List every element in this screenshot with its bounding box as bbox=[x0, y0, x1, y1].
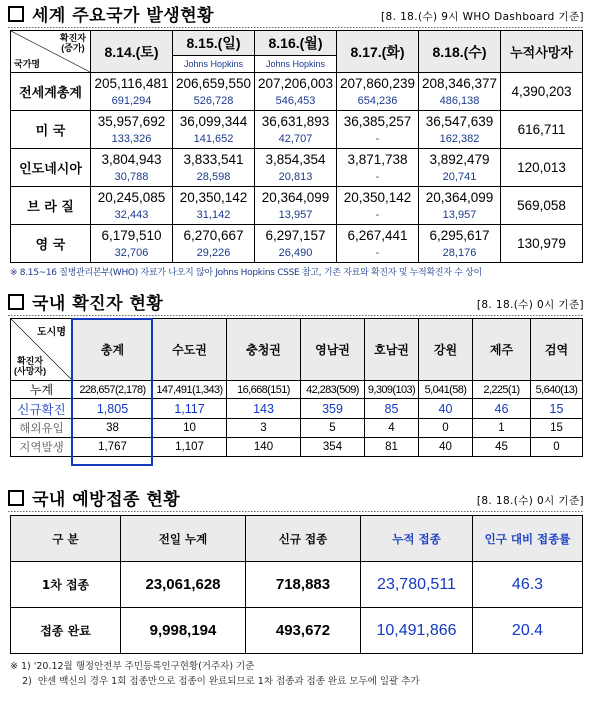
date-header: 8.18.(수) bbox=[419, 31, 501, 73]
cumulative-value: 207,206,003 bbox=[255, 73, 337, 93]
domestic-cases-table bbox=[10, 318, 583, 457]
increase-value: 141,652 bbox=[173, 131, 255, 149]
sec3-header bbox=[8, 488, 584, 510]
cell-value: 493,672 bbox=[246, 608, 361, 654]
death-header: 누적사망자 bbox=[501, 31, 583, 73]
cumulative-value: 3,804,943 bbox=[91, 149, 173, 169]
region-header: 강원 bbox=[419, 319, 473, 381]
column-header: 전일 누계 bbox=[121, 516, 246, 562]
increase-value: 13,957 bbox=[255, 207, 337, 225]
column-header: 구 분 bbox=[11, 516, 121, 562]
t2-corner-top: 도시명 bbox=[37, 327, 66, 338]
column-header: 누적 접종 bbox=[361, 516, 473, 562]
world-status-table bbox=[10, 30, 583, 263]
region-header: 영남권 bbox=[301, 319, 365, 381]
region-header: 수도권 bbox=[153, 319, 227, 381]
cumulative-value: 6,270,667 bbox=[173, 225, 255, 245]
checkbox-square-icon bbox=[8, 490, 24, 506]
cell-value: 16,668(151) bbox=[227, 381, 301, 399]
cell-value: 718,883 bbox=[246, 562, 361, 608]
cell-value: 40 bbox=[419, 399, 473, 419]
cumulative-value: 205,116,481 bbox=[91, 73, 173, 93]
increase-value: 546,453 bbox=[255, 93, 337, 111]
cell-value: 0 bbox=[531, 438, 583, 457]
increase-value: 28,176 bbox=[419, 245, 501, 263]
sec1-date-text: 8. 18.(수) 9시 WHO Dashboard 기준 bbox=[385, 11, 580, 23]
cell-value: 46 bbox=[473, 399, 531, 419]
cumulative-value: 20,350,142 bbox=[337, 187, 419, 207]
increase-value: 30,788 bbox=[91, 169, 173, 187]
table-row bbox=[11, 419, 583, 438]
t1-corner-cell bbox=[11, 31, 91, 73]
table-row bbox=[11, 399, 583, 419]
death-value: 569,058 bbox=[501, 187, 583, 225]
t1-corner-bottom: 국가명 bbox=[14, 59, 41, 69]
sec3-title bbox=[8, 485, 180, 510]
cell-value: 81 bbox=[365, 438, 419, 457]
region-header: 총계 bbox=[73, 319, 153, 381]
cell-value: 40 bbox=[419, 438, 473, 457]
cell-value: 15 bbox=[531, 399, 583, 419]
date-header: 8.14.(토) bbox=[91, 31, 173, 73]
increase-value: 162,382 bbox=[419, 131, 501, 149]
cell-value: 1,767 bbox=[73, 438, 153, 457]
row-label: 누계 bbox=[11, 381, 73, 399]
cell-value: 42,283(509) bbox=[301, 381, 365, 399]
cell-value: 359 bbox=[301, 399, 365, 419]
sec2-date: [8. 18.(수) 0시 기준] bbox=[476, 299, 584, 311]
country-name: 전세계총계 bbox=[11, 73, 91, 111]
table-row bbox=[11, 608, 583, 654]
row-label: 신규확진 bbox=[11, 399, 73, 419]
cell-value: 10 bbox=[153, 419, 227, 438]
sec3-title-text: 국내 예방접종 현황 bbox=[32, 490, 181, 510]
cumulative-value: 208,346,377 bbox=[419, 73, 501, 93]
increase-value: 32,706 bbox=[91, 245, 173, 263]
sec3-rule bbox=[8, 511, 584, 512]
increase-value: 133,326 bbox=[91, 131, 173, 149]
death-value: 130,979 bbox=[501, 225, 583, 263]
vaccination-table bbox=[10, 515, 583, 654]
cumulative-value: 35,957,692 bbox=[91, 111, 173, 131]
cumulative-value: 36,099,344 bbox=[173, 111, 255, 131]
footnote: ※ 1) '20.12월 행정안전부 주민등록인구현황(거주자) 기준 bbox=[10, 661, 255, 672]
cumulative-value: 6,179,510 bbox=[91, 225, 173, 245]
increase-value: 691,294 bbox=[91, 93, 173, 111]
column-header: 인구 대비 접종률 bbox=[473, 516, 583, 562]
cell-value: 1,107 bbox=[153, 438, 227, 457]
cell-value: 2,225(1) bbox=[473, 381, 531, 399]
increase-value: 20,813 bbox=[255, 169, 337, 187]
increase-value: 654,236 bbox=[337, 93, 419, 111]
cumulative-value: 207,860,239 bbox=[337, 73, 419, 93]
increase-value: 31,142 bbox=[173, 207, 255, 225]
cumulative-value: 36,547,639 bbox=[419, 111, 501, 131]
increase-value: - bbox=[337, 207, 419, 225]
source-sub-label: Johns Hopkins bbox=[173, 56, 255, 73]
country-name: 인도네시아 bbox=[11, 149, 91, 187]
t2-corner-cell bbox=[11, 319, 73, 381]
increase-value: - bbox=[337, 169, 419, 187]
increase-value: 29,226 bbox=[173, 245, 255, 263]
table-row bbox=[11, 438, 583, 457]
sec2-title-text: 국내 확진자 현황 bbox=[32, 294, 164, 314]
cell-value: 38 bbox=[73, 419, 153, 438]
cell-value: 4 bbox=[365, 419, 419, 438]
row-label: 해외유입 bbox=[11, 419, 73, 438]
sec2-rule bbox=[8, 315, 584, 316]
cumulative-value: 20,350,142 bbox=[173, 187, 255, 207]
sec1-header bbox=[8, 4, 584, 26]
cell-value: 140 bbox=[227, 438, 301, 457]
cell-value: 20.4 bbox=[473, 608, 583, 654]
country-name: 브 라 질 bbox=[11, 187, 91, 225]
cumulative-value: 20,364,099 bbox=[419, 187, 501, 207]
cumulative-value: 3,854,354 bbox=[255, 149, 337, 169]
increase-value: 42,707 bbox=[255, 131, 337, 149]
checkbox-square-icon bbox=[8, 6, 24, 22]
cell-value: 23,780,511 bbox=[361, 562, 473, 608]
cell-value: 45 bbox=[473, 438, 531, 457]
cumulative-value: 20,364,099 bbox=[255, 187, 337, 207]
cumulative-value: 206,659,550 bbox=[173, 73, 255, 93]
increase-value: 13,957 bbox=[419, 207, 501, 225]
death-value: 4,390,203 bbox=[501, 73, 583, 111]
sec1-note: ※ 8.15~16 질병관리본부(WHO) 자료가 나오지 않아 Johns Hopkins CSSE 참고, 기존 자료와 확진자 및 누적확진자 수 상이 bbox=[10, 268, 482, 278]
increase-value: - bbox=[337, 245, 419, 263]
increase-value: 28,598 bbox=[173, 169, 255, 187]
sec1-rule bbox=[8, 27, 584, 28]
cell-value: 147,491(1,343) bbox=[153, 381, 227, 399]
region-header: 제주 bbox=[473, 319, 531, 381]
sec3-date-text: 8. 18.(수) 0시 기준 bbox=[481, 495, 580, 507]
table-row bbox=[11, 562, 583, 608]
increase-value: 32,443 bbox=[91, 207, 173, 225]
date-header: 8.16.(월) bbox=[255, 31, 337, 56]
footnote: 2) 얀센 백신의 경우 1회 접종만으로 접종이 완료되므로 1차 접종과 접종 완료 모두에 일괄 추가 bbox=[10, 676, 420, 687]
cumulative-value: 6,267,441 bbox=[337, 225, 419, 245]
cell-value: 1,805 bbox=[73, 399, 153, 419]
cumulative-value: 36,631,893 bbox=[255, 111, 337, 131]
cumulative-value: 3,871,738 bbox=[337, 149, 419, 169]
cell-value: 143 bbox=[227, 399, 301, 419]
t2-corner-bottom: 확진자 (사망자) bbox=[14, 356, 47, 376]
cumulative-value: 6,297,157 bbox=[255, 225, 337, 245]
increase-value: 526,728 bbox=[173, 93, 255, 111]
sec1-title-text: 세계 주요국가 발생현황 bbox=[32, 6, 215, 26]
country-name: 미 국 bbox=[11, 111, 91, 149]
region-header: 검역 bbox=[531, 319, 583, 381]
date-header: 8.17.(화) bbox=[337, 31, 419, 73]
cell-value: 1 bbox=[473, 419, 531, 438]
region-header: 충청권 bbox=[227, 319, 301, 381]
cell-value: 5,640(13) bbox=[531, 381, 583, 399]
cell-value: 0 bbox=[419, 419, 473, 438]
country-name: 영 국 bbox=[11, 225, 91, 263]
table-row bbox=[11, 381, 583, 399]
cumulative-value: 3,833,541 bbox=[173, 149, 255, 169]
region-header: 호남권 bbox=[365, 319, 419, 381]
cumulative-value: 36,385,257 bbox=[337, 111, 419, 131]
date-header: 8.15.(일) bbox=[173, 31, 255, 56]
sec2-title bbox=[8, 289, 163, 314]
cell-value: 9,309(103) bbox=[365, 381, 419, 399]
checkbox-square-icon bbox=[8, 294, 24, 310]
increase-value: 26,490 bbox=[255, 245, 337, 263]
sec2-date-text: 8. 18.(수) 0시 기준 bbox=[481, 299, 580, 311]
increase-value: 20,741 bbox=[419, 169, 501, 187]
cell-value: 3 bbox=[227, 419, 301, 438]
cell-value: 5 bbox=[301, 419, 365, 438]
cumulative-value: 6,295,617 bbox=[419, 225, 501, 245]
sec1-title bbox=[8, 1, 214, 26]
cell-value: 46.3 bbox=[473, 562, 583, 608]
increase-value: 486,138 bbox=[419, 93, 501, 111]
t1-corner-top: 확진자 (증가) bbox=[59, 33, 86, 53]
death-value: 616,711 bbox=[501, 111, 583, 149]
cell-value: 5,041(58) bbox=[419, 381, 473, 399]
cell-value: 15 bbox=[531, 419, 583, 438]
row-label: 접종 완료 bbox=[11, 608, 121, 654]
cell-value: 9,998,194 bbox=[121, 608, 246, 654]
cumulative-value: 3,892,479 bbox=[419, 149, 501, 169]
source-sub-label: Johns Hopkins bbox=[255, 56, 337, 73]
cell-value: 228,657(2,178) bbox=[73, 381, 153, 399]
row-label: 지역발생 bbox=[11, 438, 73, 457]
cell-value: 10,491,866 bbox=[361, 608, 473, 654]
cell-value: 23,061,628 bbox=[121, 562, 246, 608]
increase-value: - bbox=[337, 131, 419, 149]
cumulative-value: 20,245,085 bbox=[91, 187, 173, 207]
death-value: 120,013 bbox=[501, 149, 583, 187]
sec1-date: [8. 18.(수) 9시 WHO Dashboard 기준] bbox=[381, 11, 584, 23]
sec2-header bbox=[8, 292, 584, 314]
row-label: 1차 접종 bbox=[11, 562, 121, 608]
column-header: 신규 접종 bbox=[246, 516, 361, 562]
sec3-date: [8. 18.(수) 0시 기준] bbox=[476, 495, 584, 507]
cell-value: 354 bbox=[301, 438, 365, 457]
cell-value: 1,117 bbox=[153, 399, 227, 419]
cell-value: 85 bbox=[365, 399, 419, 419]
